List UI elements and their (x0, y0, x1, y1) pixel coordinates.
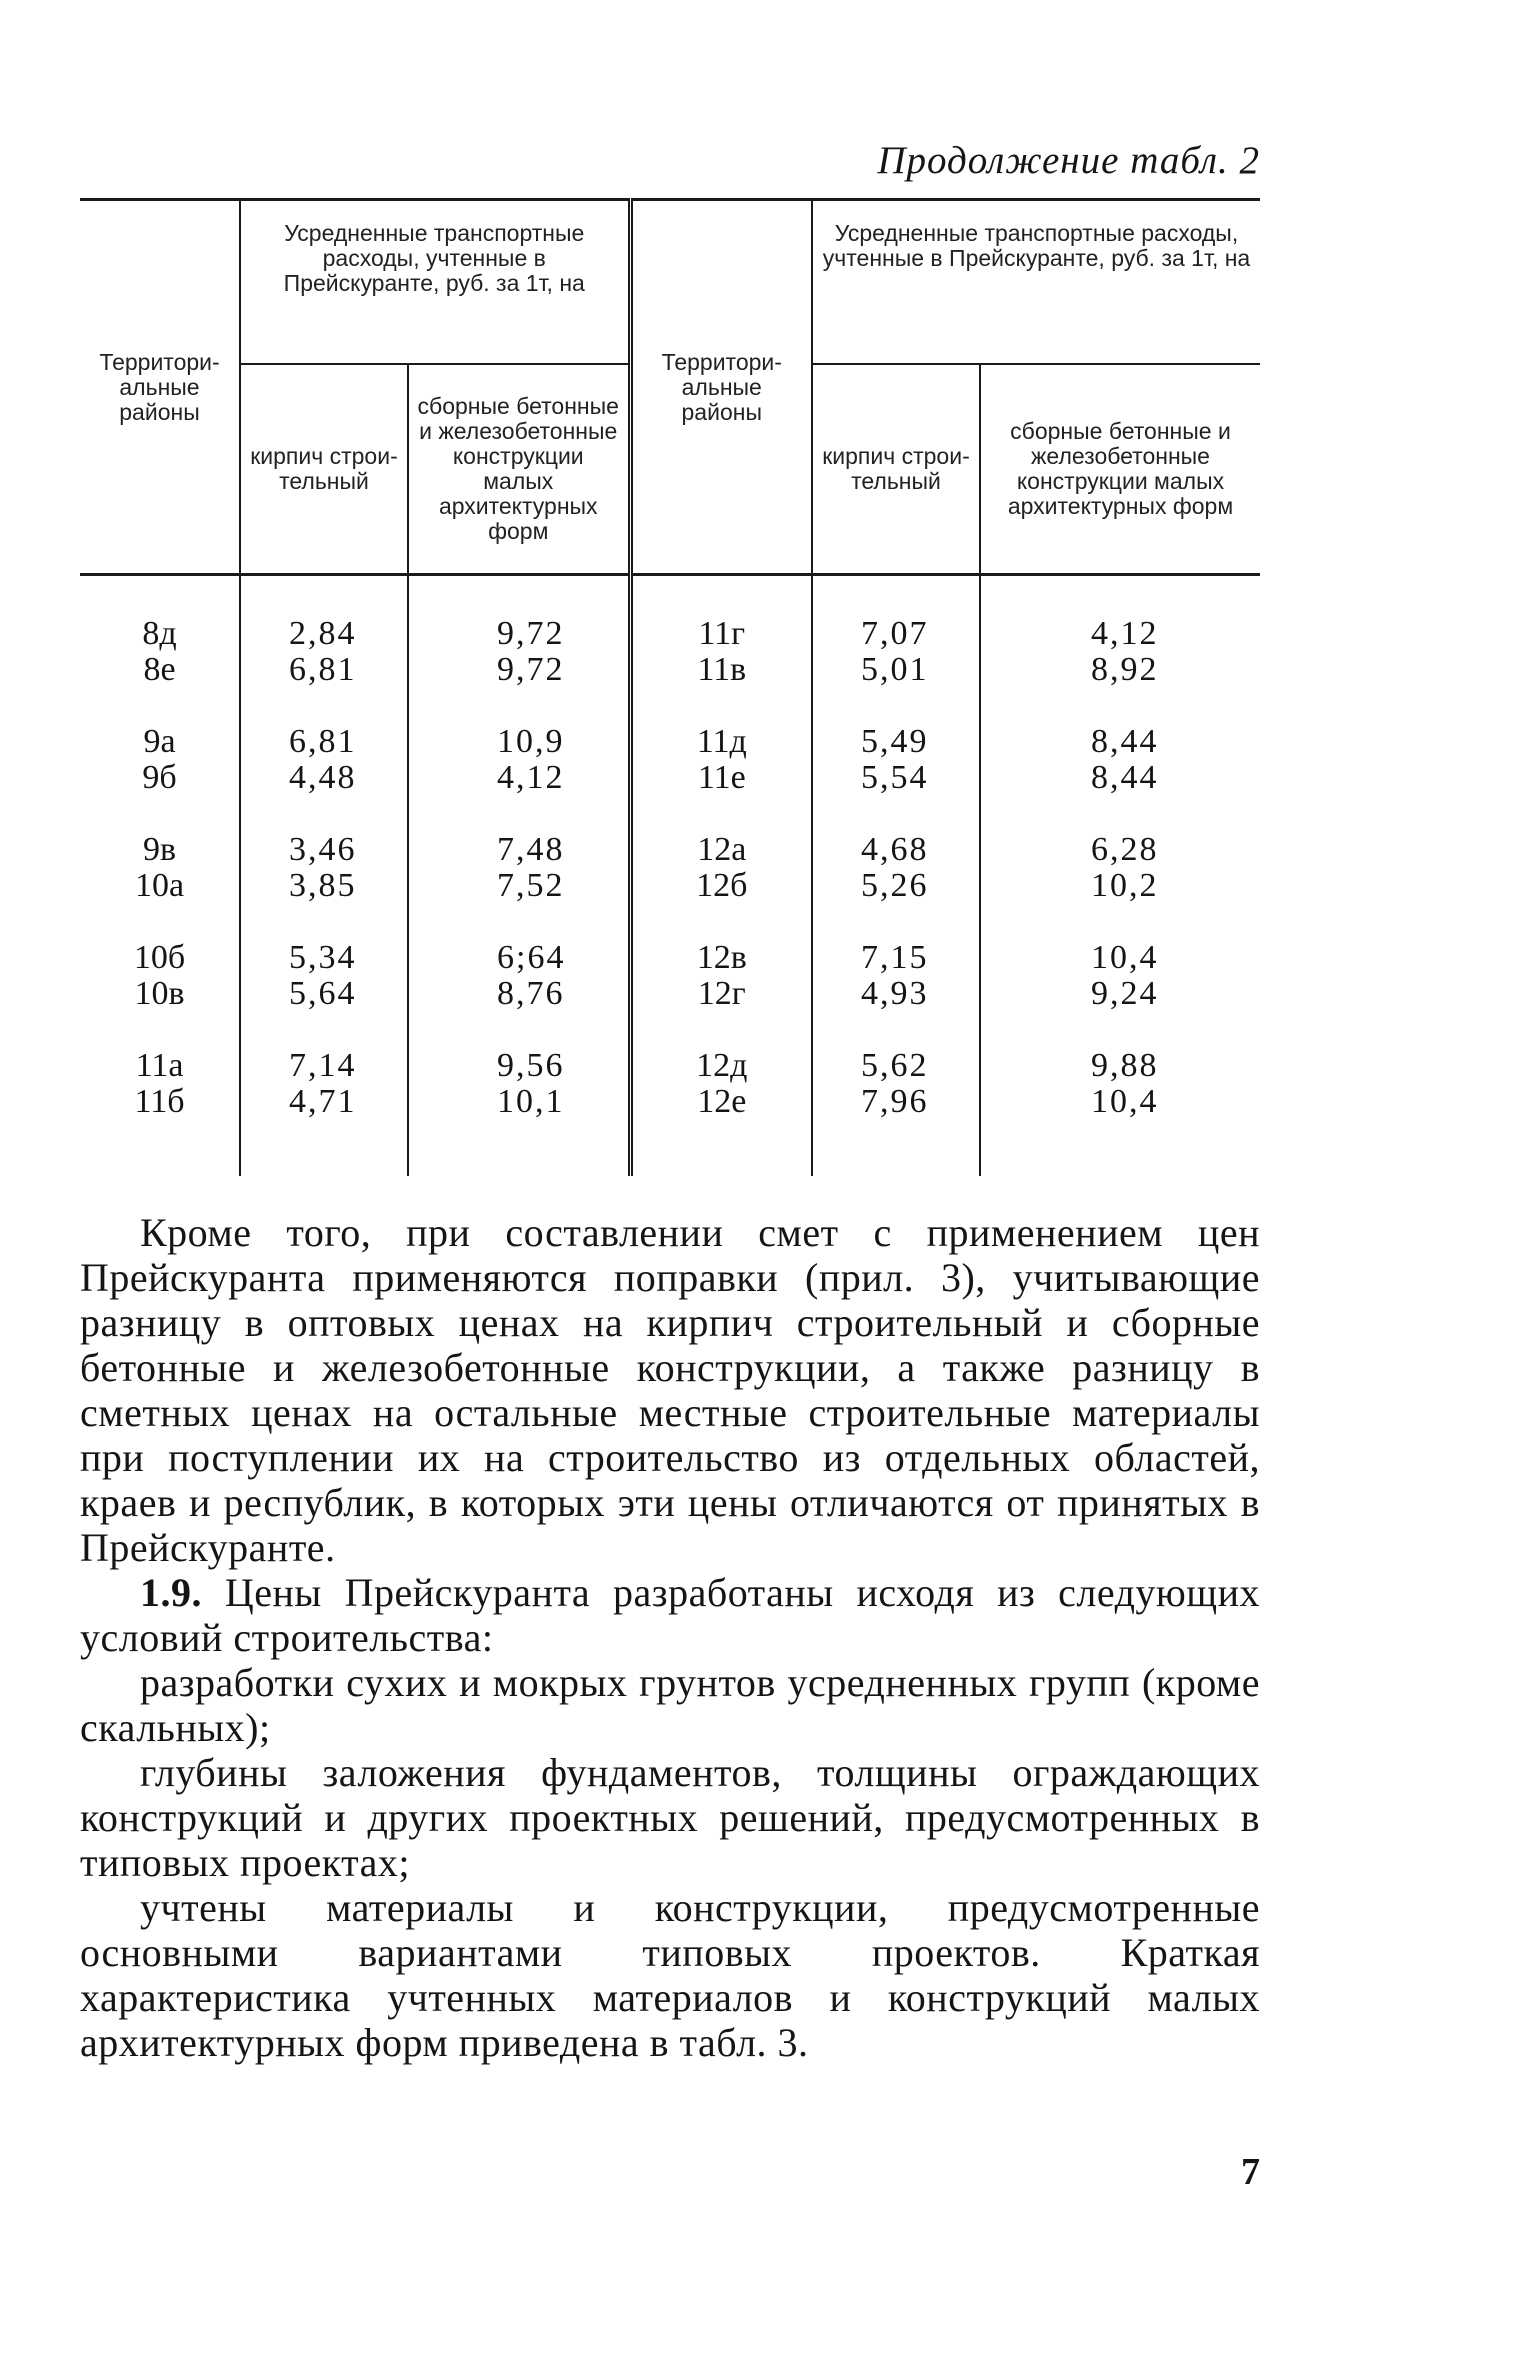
clause-text: Цены Прейскуранта разработаны исходя из следующих условий строительства: (80, 1570, 1261, 1660)
table-row (80, 1084, 1260, 1120)
region-cell: 11в (630, 652, 812, 688)
region-header-right: Территори-альные районы (630, 200, 812, 575)
brick-cost-cell: 5,34 (240, 940, 408, 976)
concrete-cost-cell: 9,24 (980, 976, 1260, 1012)
concrete-cost-cell: 6,28 (980, 832, 1260, 868)
table-row (80, 616, 1260, 652)
concrete-cost-cell: 7,52 (408, 868, 630, 904)
concrete-cost-cell: 9,72 (408, 652, 630, 688)
concrete-cost-cell: 4,12 (980, 616, 1260, 652)
table-row (80, 652, 1260, 688)
brick-cost-cell: 5,01 (812, 652, 980, 688)
brick-cost-cell: 3,85 (240, 868, 408, 904)
body-text (80, 1210, 1260, 2065)
concrete-cost-cell: 10,4 (980, 1084, 1260, 1120)
region-cell: 11г (630, 616, 812, 652)
table-row (80, 724, 1260, 760)
concrete-cost-cell: 7,48 (408, 832, 630, 868)
brick-cost-cell: 6,81 (240, 652, 408, 688)
brick-cost-cell: 4,71 (240, 1084, 408, 1120)
brick-header-right: кирпич строи-тельный (812, 364, 980, 575)
brick-cost-cell: 7,07 (812, 616, 980, 652)
clause-number: 1.9. (140, 1570, 202, 1615)
region-cell: 10а (134, 867, 185, 904)
region-cell: 10в (134, 975, 185, 1012)
brick-cost-cell: 5,54 (812, 760, 980, 796)
table-row (80, 832, 1260, 868)
concrete-header-left: сборные бетонные и железобетонные конструкции малых архитектурных форм (408, 364, 630, 575)
brick-cost-cell: 5,64 (240, 976, 408, 1012)
region-header-left: Территори-альные районы (80, 200, 240, 575)
region-cell: 11е (630, 760, 812, 796)
region-cell: 11д (630, 724, 812, 760)
region-cell: 10б (133, 939, 186, 976)
document-page (80, 0, 1260, 2370)
concrete-cost-cell: 8,92 (980, 652, 1260, 688)
brick-cost-cell: 6,81 (240, 724, 408, 760)
concrete-cost-cell: 8,44 (980, 760, 1260, 796)
group-header-left: Усредненные транспортные расходы, учтенные в Прейскуранте, руб. за 1т, на (240, 200, 630, 365)
paragraph: глубины заложения фундаментов, толщины ограждающих конструкций и других проектных решений, предусмотренных в типовых проектах; (80, 1750, 1260, 1885)
brick-cost-cell: 7,15 (812, 940, 980, 976)
region-cell: 12е (630, 1084, 812, 1120)
page-number: 7 (1241, 2151, 1260, 2193)
transport-costs-table (80, 198, 1260, 1176)
brick-cost-cell: 5,62 (812, 1048, 980, 1084)
concrete-cost-cell: 6;64 (408, 940, 630, 976)
brick-cost-cell: 3,46 (240, 832, 408, 868)
brick-cost-cell: 5,49 (812, 724, 980, 760)
brick-cost-cell: 7,14 (240, 1048, 408, 1084)
brick-cost-cell: 5,26 (812, 868, 980, 904)
region-cell: 12а (630, 832, 812, 868)
paragraph: разработки сухих и мокрых грунтов усредненных групп (кроме скальных); (80, 1660, 1260, 1750)
region-cell: 9б (142, 759, 177, 796)
brick-cost-cell: 2,84 (240, 616, 408, 652)
concrete-cost-cell: 10,9 (408, 724, 630, 760)
region-cell: 12в (630, 940, 812, 976)
brick-cost-cell: 4,48 (240, 760, 408, 796)
concrete-cost-cell: 9,88 (980, 1048, 1260, 1084)
concrete-cost-cell: 10,2 (980, 868, 1260, 904)
region-cell: 12б (630, 868, 812, 904)
brick-cost-cell: 4,93 (812, 976, 980, 1012)
concrete-header-right: сборные бетонные и железобетонные конструкции малых архитектурных форм (980, 364, 1260, 575)
paragraph: Кроме того, при составлении смет с применением цен Прейскуранта применяются поправки (прил. 3), учитывающие разницу в оптовых ценах на кирпич строительный и сборные бетонные и железобетонные конструкции, а также разницу в сметных ценах на остальные местные строительные материалы при поступлении их на строительство из отдельных областей, краев и республик, в которых эти цены отличаются от принятых в Прейскуранте. (80, 1210, 1260, 1570)
brick-cost-cell: 4,68 (812, 832, 980, 868)
table-row (80, 868, 1260, 904)
region-cell: 8д (142, 615, 177, 652)
region-cell: 9в (142, 831, 177, 868)
region-cell: 11б (134, 1083, 185, 1120)
paragraph (80, 1570, 1260, 1660)
region-cell: 12г (630, 976, 812, 1012)
concrete-cost-cell: 4,12 (408, 760, 630, 796)
concrete-cost-cell: 8,44 (980, 724, 1260, 760)
brick-header-left: кирпич строи-тельный (240, 364, 408, 575)
group-header-right: Усредненные транспортные расходы, учтенные в Прейскуранте, руб. за 1т, на (812, 200, 1260, 365)
region-cell: 8е (143, 651, 176, 688)
concrete-cost-cell: 9,72 (408, 616, 630, 652)
region-cell: 11а (135, 1047, 184, 1084)
table-continuation-caption: Продолжение табл. 2 (877, 139, 1260, 182)
region-cell: 12д (630, 1048, 812, 1084)
concrete-cost-cell: 10,4 (980, 940, 1260, 976)
paragraph: учтены материалы и конструкции, предусмотренные основными вариантами типовых проектов. Краткая характеристика учтенных материалов и конструкций малых архитектурных форм приведена в табл. 3. (80, 1885, 1260, 2065)
concrete-cost-cell: 8,76 (408, 976, 630, 1012)
brick-cost-cell: 7,96 (812, 1084, 980, 1120)
region-cell: 9а (143, 723, 176, 760)
concrete-cost-cell: 10,1 (408, 1084, 630, 1120)
concrete-cost-cell: 9,56 (408, 1048, 630, 1084)
table-row (80, 940, 1260, 976)
table-row (80, 1048, 1260, 1084)
table-row (80, 976, 1260, 1012)
table-row (80, 760, 1260, 796)
